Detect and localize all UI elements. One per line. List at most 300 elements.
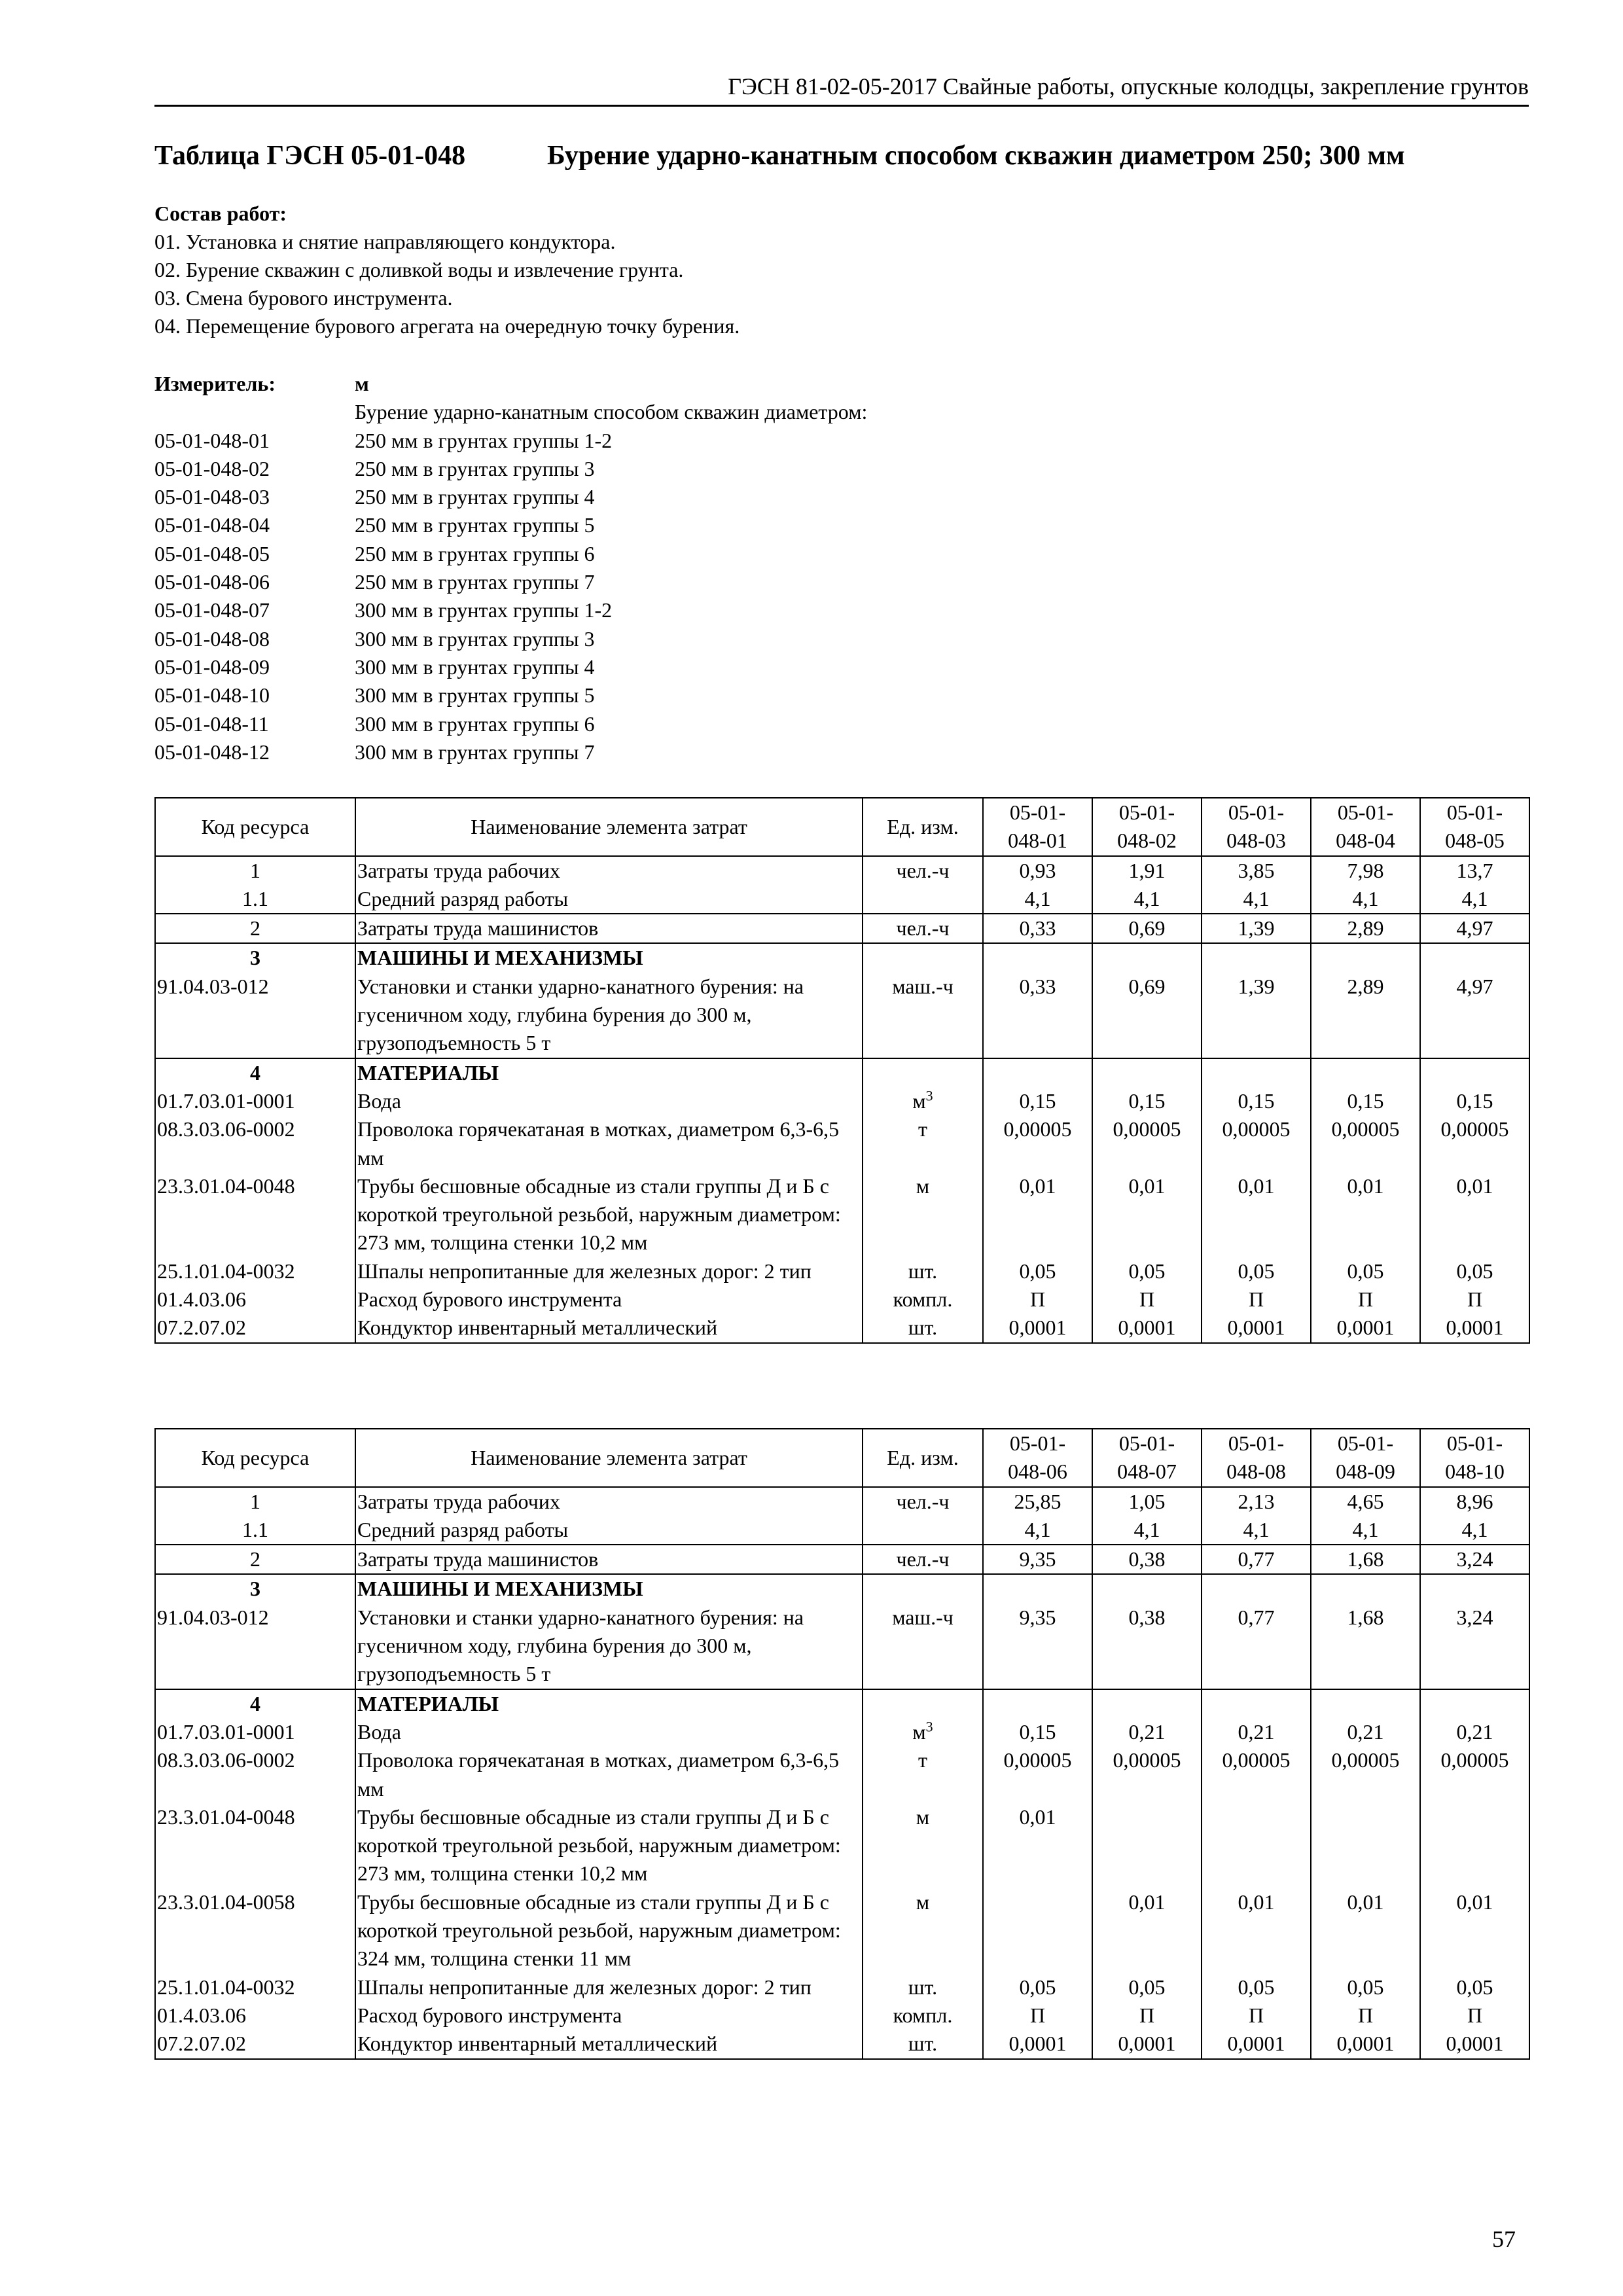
resource-unit (863, 1545, 983, 1574)
resource-unit-text: компл. (893, 2003, 953, 2027)
norm-value: 0,01 (1420, 1172, 1529, 1257)
measure-item (154, 483, 867, 511)
measure-block (154, 370, 867, 766)
resource-name: Средний разряд работы (355, 1516, 863, 1545)
measure-item (154, 568, 867, 596)
measure-item (154, 455, 867, 483)
norm-value: 3,24 (1420, 1604, 1529, 1689)
resource-code: 4 (155, 1058, 355, 1087)
resource-name: МАТЕРИАЛЫ (355, 1689, 863, 1718)
norm-value: П (1420, 2001, 1529, 2030)
norm-value: 0,05 (1092, 1973, 1202, 2001)
resource-code: 01.7.03.01-0001 (155, 1087, 355, 1115)
running-header: ГЭСН 81-02-05-2017 Свайные работы, опускные колодцы, закрепление грунтов (154, 72, 1529, 107)
norm-value (1092, 1574, 1202, 1603)
norm-value: 0,00005 (1420, 1115, 1529, 1172)
norm-value: 2,89 (1311, 914, 1420, 943)
norm-value: 0,05 (983, 1257, 1092, 1285)
resource-code: 23.3.01.04-0058 (155, 1888, 355, 1973)
col-header-norm: 05-01- 048-05 (1420, 798, 1529, 856)
norm-value (983, 1689, 1092, 1718)
table-row (155, 1604, 1529, 1689)
table-row (155, 1172, 1529, 1257)
norm-value: 4,1 (1311, 885, 1420, 914)
norm-value (1311, 943, 1420, 972)
resource-unit (863, 1058, 983, 1087)
resource-code: 25.1.01.04-0032 (155, 1257, 355, 1285)
resource-unit (863, 1115, 983, 1172)
resource-name: Затраты труда машинистов (355, 914, 863, 943)
norm-value: 0,0001 (1092, 2030, 1202, 2058)
resource-unit-text: чел.-ч (896, 858, 950, 882)
norm-value (1420, 943, 1529, 972)
table-row (155, 1574, 1529, 1603)
norm-value: 0,05 (983, 1973, 1092, 2001)
resource-name: Установки и станки ударно-канатного бурения: на гусеничном ходу, глубина бурения до 300 м, грузоподъемность 5 т (355, 1604, 863, 1689)
norm-value: 0,05 (1092, 1257, 1202, 1285)
measure-item-text: 300 мм в грунтах группы 6 (355, 711, 595, 736)
resource-unit-superscript: 3 (925, 1087, 933, 1104)
norm-value: 0,38 (1092, 1545, 1202, 1574)
resource-unit (863, 2030, 983, 2058)
table-row (155, 1257, 1529, 1285)
norm-value: 0,21 (1092, 1718, 1202, 1746)
resource-unit (863, 1516, 983, 1545)
norm-value: 8,96 (1420, 1487, 1529, 1516)
resource-unit (863, 1803, 983, 1888)
norm-value: П (1420, 1285, 1529, 1314)
resource-unit (863, 2001, 983, 2030)
resource-unit (863, 1172, 983, 1257)
norm-value (1202, 1689, 1311, 1718)
norm-value: 0,01 (1202, 1172, 1311, 1257)
resource-name: Вода (355, 1718, 863, 1746)
table-row (155, 1545, 1529, 1574)
table-row (155, 1058, 1529, 1087)
measure-item-text: 250 мм в грунтах группы 1-2 (355, 428, 613, 452)
table-row (155, 914, 1529, 943)
table-row (155, 1087, 1529, 1115)
norm-value (1311, 1574, 1420, 1603)
resource-unit (863, 943, 983, 972)
measure-item-text: 250 мм в грунтах группы 7 (355, 570, 595, 594)
resource-unit-text: шт. (908, 1975, 938, 1999)
norm-value: 4,97 (1420, 914, 1529, 943)
col-header-name: Наименование элемента затрат (355, 798, 863, 856)
norm-value (1202, 1058, 1311, 1087)
resource-unit-text: шт. (908, 1259, 938, 1283)
resource-unit (863, 1604, 983, 1689)
resource-unit-text: маш.-ч (892, 974, 954, 998)
norm-value: 0,15 (983, 1718, 1092, 1746)
norm-value: 0,01 (983, 1803, 1092, 1888)
resource-name: Проволока горячекатаная в мотках, диаметром 6,3-6,5 мм (355, 1746, 863, 1803)
norm-value: 25,85 (983, 1487, 1092, 1516)
norm-value (1202, 943, 1311, 972)
norm-value: 0,15 (1202, 1087, 1311, 1115)
table-title-code: Таблица ГЭСН 05-01-048 (154, 141, 466, 171)
col-header-unit: Ед. изм. (863, 1429, 983, 1487)
resource-unit-text: маш.-ч (892, 1605, 954, 1629)
norm-value: 4,1 (1092, 885, 1202, 914)
norm-value: 0,00005 (1311, 1746, 1420, 1803)
resource-unit-text: м (912, 1088, 926, 1113)
resource-unit-text: т (918, 1748, 927, 1772)
norm-value: 0,69 (1092, 973, 1202, 1058)
norm-value: 0,21 (1420, 1718, 1529, 1746)
norm-value: 0,01 (983, 1172, 1092, 1257)
norm-value: 0,05 (1202, 1973, 1311, 2001)
resource-name: МАТЕРИАЛЫ (355, 1058, 863, 1087)
resource-unit-text: т (918, 1117, 927, 1141)
measure-items (154, 427, 867, 767)
measure-item (154, 738, 867, 766)
resource-code: 4 (155, 1689, 355, 1718)
norm-value: 4,1 (983, 1516, 1092, 1545)
norm-value: 2,13 (1202, 1487, 1311, 1516)
measure-item (154, 710, 867, 738)
norm-value: 1,91 (1092, 856, 1202, 885)
resource-table-2 (154, 1428, 1530, 2060)
resource-unit-text: чел.-ч (896, 1547, 950, 1571)
norm-value: 0,77 (1202, 1604, 1311, 1689)
norm-value: 0,05 (1420, 1257, 1529, 1285)
resource-unit-text: м (916, 1804, 930, 1829)
measure-item (154, 653, 867, 681)
norm-value: 0,00005 (1202, 1115, 1311, 1172)
work-composition-item: 01. Установка и снятие направляющего кондуктора. (154, 230, 616, 253)
table-row (155, 885, 1529, 914)
resource-code: 1 (155, 1487, 355, 1516)
table-row (155, 1689, 1529, 1718)
norm-value (1202, 1574, 1311, 1603)
resource-code: 23.3.01.04-0048 (155, 1172, 355, 1257)
table-row (155, 1314, 1529, 1342)
norm-value: П (1202, 1285, 1311, 1314)
resource-code: 07.2.07.02 (155, 2030, 355, 2058)
work-composition-item: 02. Бурение скважин с доливкой воды и извлечение грунта. (154, 258, 684, 281)
resource-name: Трубы бесшовные обсадные из стали группы Д и Б с короткой треугольной резьбой, наружным диаметром: 324 мм, толщина стенки 11 мм (355, 1888, 863, 1973)
norm-value: 4,1 (1311, 1516, 1420, 1545)
measure-item-code: 05-01-048-01 (154, 428, 270, 452)
norm-value: П (1202, 2001, 1311, 2030)
norm-value (1092, 943, 1202, 972)
measure-description: Бурение ударно-канатным способом скважин диаметром: (355, 400, 868, 424)
resource-name: Шпалы непропитанные для железных дорог: 2 тип (355, 1257, 863, 1285)
resource-code: 2 (155, 1545, 355, 1574)
work-composition (154, 200, 740, 340)
resource-code: 23.3.01.04-0048 (155, 1803, 355, 1888)
norm-value: 0,93 (983, 856, 1092, 885)
resource-code: 91.04.03-012 (155, 1604, 355, 1689)
resource-name: Затраты труда рабочих (355, 1487, 863, 1516)
norm-value: 4,1 (983, 885, 1092, 914)
col-header-code: Код ресурса (155, 1429, 355, 1487)
resource-unit-text: чел.-ч (896, 916, 950, 941)
resource-name: Трубы бесшовные обсадные из стали группы Д и Б с короткой треугольной резьбой, наружным диаметром: 273 мм, толщина стенки 10,2 мм (355, 1803, 863, 1888)
norm-value: 2,89 (1311, 973, 1420, 1058)
measure-item-code: 05-01-048-04 (154, 513, 270, 537)
resource-code: 1.1 (155, 1516, 355, 1545)
resource-code: 3 (155, 1574, 355, 1603)
page-number: 57 (1492, 2226, 1516, 2252)
norm-value (1092, 1803, 1202, 1888)
work-composition-item: 04. Перемещение бурового агрегата на очередную точку бурения. (154, 314, 740, 338)
table-row (155, 1718, 1529, 1746)
norm-value: 0,0001 (983, 1314, 1092, 1342)
resource-name: Расход бурового инструмента (355, 2001, 863, 2030)
norm-value: 0,01 (1092, 1172, 1202, 1257)
measure-item-code: 05-01-048-02 (154, 456, 270, 480)
norm-value: 1,39 (1202, 973, 1311, 1058)
norm-value: 0,05 (1311, 1973, 1420, 2001)
col-header-norm: 05-01- 048-02 (1092, 798, 1202, 856)
norm-value: 0,01 (1202, 1888, 1311, 1973)
col-header-norm: 05-01- 048-10 (1420, 1429, 1529, 1487)
measure-item-code: 05-01-048-10 (154, 683, 270, 708)
norm-value: 13,7 (1420, 856, 1529, 885)
table-row (155, 2030, 1529, 2058)
norm-value: П (983, 2001, 1092, 2030)
resource-unit (863, 1973, 983, 2001)
resource-unit (863, 1487, 983, 1516)
norm-value: 0,0001 (1420, 1314, 1529, 1342)
resource-unit-superscript: 3 (925, 1718, 933, 1735)
norm-value: 0,69 (1092, 914, 1202, 943)
resource-code: 3 (155, 943, 355, 972)
resource-unit (863, 1285, 983, 1314)
norm-value: 0,00005 (983, 1115, 1092, 1172)
resource-unit-text: чел.-ч (896, 1489, 950, 1513)
table-title-text: Бурение ударно-канатным способом скважин диаметром 250; 300 мм (547, 141, 1405, 171)
resource-unit (863, 1314, 983, 1342)
norm-value (1092, 1058, 1202, 1087)
table-row (155, 1285, 1529, 1314)
resource-name: Шпалы непропитанные для железных дорог: 2 тип (355, 1973, 863, 2001)
resource-code: 07.2.07.02 (155, 1314, 355, 1342)
col-header-norm: 05-01- 048-04 (1311, 798, 1420, 856)
table-row (155, 2001, 1529, 2030)
table-row (155, 1746, 1529, 1803)
measure-item (154, 596, 867, 624)
resource-code: 25.1.01.04-0032 (155, 1973, 355, 2001)
norm-value: 0,00005 (1420, 1746, 1529, 1803)
measure-item-text: 250 мм в грунтах группы 3 (355, 456, 595, 480)
norm-value: 0,05 (1420, 1973, 1529, 2001)
measure-item-code: 05-01-048-08 (154, 626, 270, 651)
measure-item-text: 300 мм в грунтах группы 3 (355, 626, 595, 651)
col-header-norm: 05-01- 048-09 (1311, 1429, 1420, 1487)
norm-value: П (983, 1285, 1092, 1314)
col-header-norm: 05-01- 048-01 (983, 798, 1092, 856)
norm-value: 0,0001 (1202, 2030, 1311, 2058)
norm-value: 4,1 (1420, 1516, 1529, 1545)
resource-unit (863, 1257, 983, 1285)
norm-value: 0,00005 (1311, 1115, 1420, 1172)
norm-value: 0,33 (983, 973, 1092, 1058)
norm-value (983, 1058, 1092, 1087)
norm-value (1202, 1803, 1311, 1888)
col-header-code: Код ресурса (155, 798, 355, 856)
norm-value (1311, 1803, 1420, 1888)
resource-unit (863, 856, 983, 885)
norm-value (1092, 1689, 1202, 1718)
norm-value (1420, 1803, 1529, 1888)
resource-unit (863, 1087, 983, 1115)
norm-value (983, 1574, 1092, 1603)
norm-value: 3,85 (1202, 856, 1311, 885)
resource-unit-text: шт. (908, 2032, 938, 2056)
norm-value: 4,1 (1420, 885, 1529, 914)
norm-value: 0,00005 (1092, 1746, 1202, 1803)
resource-code: 91.04.03-012 (155, 973, 355, 1058)
resource-unit-text: компл. (893, 1287, 953, 1312)
table-row (155, 1115, 1529, 1172)
norm-value: 9,35 (983, 1545, 1092, 1574)
table-row (155, 1516, 1529, 1545)
resource-code: 08.3.03.06-0002 (155, 1115, 355, 1172)
norm-value: 0,15 (983, 1087, 1092, 1115)
resource-code: 01.7.03.01-0001 (155, 1718, 355, 1746)
norm-value: 1,68 (1311, 1545, 1420, 1574)
measure-item-code: 05-01-048-06 (154, 570, 270, 594)
resource-unit (863, 1718, 983, 1746)
norm-value: 0,0001 (1092, 1314, 1202, 1342)
measure-item-text: 250 мм в грунтах группы 5 (355, 513, 595, 537)
resource-code: 2 (155, 914, 355, 943)
resource-name: Кондуктор инвентарный металлический (355, 1314, 863, 1342)
resource-name: МАШИНЫ И МЕХАНИЗМЫ (355, 943, 863, 972)
norm-value: 0,0001 (1311, 1314, 1420, 1342)
measure-item-code: 05-01-048-12 (154, 740, 270, 764)
measure-item-code: 05-01-048-05 (154, 541, 270, 565)
col-header-norm: 05-01- 048-06 (983, 1429, 1092, 1487)
resource-name: Средний разряд работы (355, 885, 863, 914)
measure-item (154, 540, 867, 568)
resource-name: Кондуктор инвентарный металлический (355, 2030, 863, 2058)
norm-value (1420, 1689, 1529, 1718)
resource-code: 01.4.03.06 (155, 2001, 355, 2030)
resource-name: МАШИНЫ И МЕХАНИЗМЫ (355, 1574, 863, 1603)
resource-unit-text: шт. (908, 1316, 938, 1340)
measure-label: Измеритель: (154, 372, 276, 395)
norm-value: 1,39 (1202, 914, 1311, 943)
measure-item-code: 05-01-048-09 (154, 655, 270, 679)
measure-item (154, 681, 867, 709)
norm-value: 4,1 (1202, 885, 1311, 914)
measure-item-text: 300 мм в грунтах группы 1-2 (355, 598, 613, 622)
norm-value: 0,38 (1092, 1604, 1202, 1689)
norm-value: 0,01 (1311, 1888, 1420, 1973)
resource-unit-text: м (916, 1890, 930, 1914)
measure-item-code: 05-01-048-11 (154, 711, 269, 736)
resource-unit-text: м (912, 1719, 926, 1744)
norm-value: 0,05 (1311, 1257, 1420, 1285)
norm-value: 0,21 (1311, 1718, 1420, 1746)
norm-value (1420, 1058, 1529, 1087)
measure-item (154, 511, 867, 539)
table-row (155, 1888, 1529, 1973)
norm-value: 0,00005 (1092, 1115, 1202, 1172)
table-row (155, 943, 1529, 972)
norm-value: 1,05 (1092, 1487, 1202, 1516)
resource-name: Установки и станки ударно-канатного бурения: на гусеничном ходу, глубина бурения до 300 м, грузоподъемность 5 т (355, 973, 863, 1058)
norm-value: 0,0001 (1311, 2030, 1420, 2058)
norm-value (983, 943, 1092, 972)
resource-code: 08.3.03.06-0002 (155, 1746, 355, 1803)
measure-unit: м (355, 372, 369, 395)
norm-value: 4,65 (1311, 1487, 1420, 1516)
norm-value: 0,33 (983, 914, 1092, 943)
resource-code: 1 (155, 856, 355, 885)
table-row (155, 1803, 1529, 1888)
resource-table-1 (154, 797, 1530, 1344)
resource-unit (863, 973, 983, 1058)
resource-unit (863, 1746, 983, 1803)
norm-value: 1,68 (1311, 1604, 1420, 1689)
norm-value: 0,01 (1311, 1172, 1420, 1257)
table-row (155, 1973, 1529, 2001)
norm-value: П (1311, 1285, 1420, 1314)
table-row (155, 973, 1529, 1058)
resource-code: 01.4.03.06 (155, 1285, 355, 1314)
measure-item-text: 300 мм в грунтах группы 7 (355, 740, 595, 764)
norm-value (1311, 1058, 1420, 1087)
work-composition-item: 03. Смена бурового инструмента. (154, 286, 453, 310)
measure-item-text: 300 мм в грунтах группы 5 (355, 683, 595, 708)
col-header-norm: 05-01- 048-07 (1092, 1429, 1202, 1487)
norm-value: 0,15 (1311, 1087, 1420, 1115)
norm-value: 0,00005 (983, 1746, 1092, 1803)
measure-item (154, 625, 867, 653)
resource-name: Затраты труда рабочих (355, 856, 863, 885)
resource-code: 1.1 (155, 885, 355, 914)
norm-value: 0,15 (1420, 1087, 1529, 1115)
resource-unit (863, 885, 983, 914)
norm-value: 0,01 (1420, 1888, 1529, 1973)
norm-value (983, 1888, 1092, 1973)
norm-value: 0,21 (1202, 1718, 1311, 1746)
norm-value: 4,1 (1092, 1516, 1202, 1545)
col-header-name: Наименование элемента затрат (355, 1429, 863, 1487)
norm-value: П (1092, 2001, 1202, 2030)
norm-value: П (1311, 2001, 1420, 2030)
norm-value: 0,00005 (1202, 1746, 1311, 1803)
resource-name: Затраты труда машинистов (355, 1545, 863, 1574)
col-header-norm: 05-01- 048-08 (1202, 1429, 1311, 1487)
table-row (155, 1487, 1529, 1516)
work-composition-label: Состав работ: (154, 202, 287, 225)
norm-value: П (1092, 1285, 1202, 1314)
measure-item-code: 05-01-048-07 (154, 598, 270, 622)
norm-value: 4,97 (1420, 973, 1529, 1058)
norm-value: 0,01 (1092, 1888, 1202, 1973)
norm-value: 0,0001 (1420, 2030, 1529, 2058)
resource-unit (863, 914, 983, 943)
norm-value (1311, 1689, 1420, 1718)
resource-unit (863, 1888, 983, 1973)
norm-value: 0,0001 (983, 2030, 1092, 2058)
resource-name: Трубы бесшовные обсадные из стали группы Д и Б с короткой треугольной резьбой, наружным диаметром: 273 мм, толщина стенки 10,2 мм (355, 1172, 863, 1257)
resource-name: Вода (355, 1087, 863, 1115)
norm-value: 4,1 (1202, 1516, 1311, 1545)
resource-unit (863, 1574, 983, 1603)
measure-item-code: 05-01-048-03 (154, 485, 270, 509)
norm-value: 9,35 (983, 1604, 1092, 1689)
resource-name: Расход бурового инструмента (355, 1285, 863, 1314)
norm-value: 0,77 (1202, 1545, 1311, 1574)
table-row (155, 856, 1529, 885)
